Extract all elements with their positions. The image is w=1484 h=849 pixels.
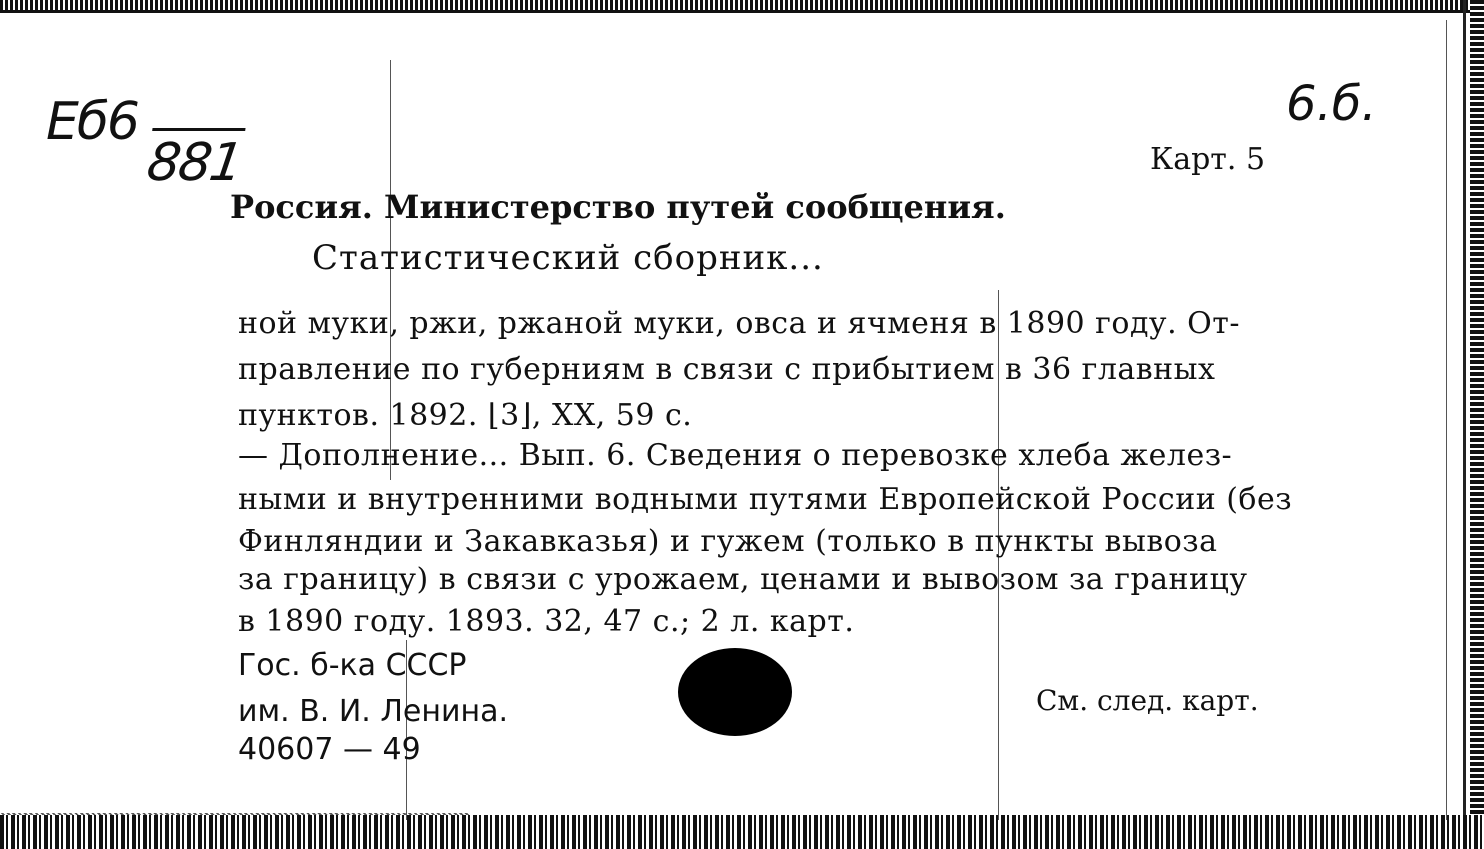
description-line: — Дополнение... Вып. 6. Сведения о перевозке хлеба желез- bbox=[238, 438, 1233, 473]
shelf-mark-bottom: 881 bbox=[143, 128, 245, 193]
carton-label: Карт. 5 bbox=[1150, 142, 1266, 177]
scan-guide-line bbox=[1446, 20, 1447, 820]
description-line: ной муки, ржи, ржаной муки, овса и ячменя в 1890 году. От- bbox=[238, 306, 1240, 341]
shelf-mark-top: Еб6 bbox=[46, 92, 139, 152]
description-line: пунктов. 1892. ⌊3⌋, XX, 59 с. bbox=[238, 398, 693, 433]
card-border-top-line bbox=[0, 10, 1484, 13]
card-title: Статистический сборник... bbox=[312, 238, 824, 278]
see-next-card: См. след. карт. bbox=[1036, 684, 1259, 717]
card-border-right-line bbox=[1463, 0, 1466, 849]
card-author: Россия. Министерство путей сообщения. bbox=[230, 188, 1006, 226]
page-mark: 6.б. bbox=[1286, 76, 1377, 132]
description-line: ными и внутренними водными путями Европейской России (без bbox=[238, 482, 1293, 517]
library-stamp-line: Гос. б-ка СССР bbox=[238, 648, 467, 683]
card-border-top bbox=[0, 0, 1484, 10]
description-line: Финляндии и Закавказья) и гужем (только в пункты вывоза bbox=[238, 524, 1218, 559]
card-border-bottom bbox=[0, 815, 1484, 849]
library-stamp-line: им. В. И. Ленина. bbox=[238, 694, 509, 729]
description-line: за границу) в связи с урожаем, ценами и вывозом за границу bbox=[238, 562, 1248, 597]
library-stamp-line: 40607 — 49 bbox=[238, 732, 421, 767]
description-line: в 1890 году. 1893. 32, 47 с.; 2 л. карт. bbox=[238, 604, 855, 639]
description-line: правление по губерниям в связи с прибытием в 36 главных bbox=[238, 352, 1216, 387]
punch-hole bbox=[678, 648, 792, 736]
card-border-right bbox=[1470, 0, 1484, 849]
